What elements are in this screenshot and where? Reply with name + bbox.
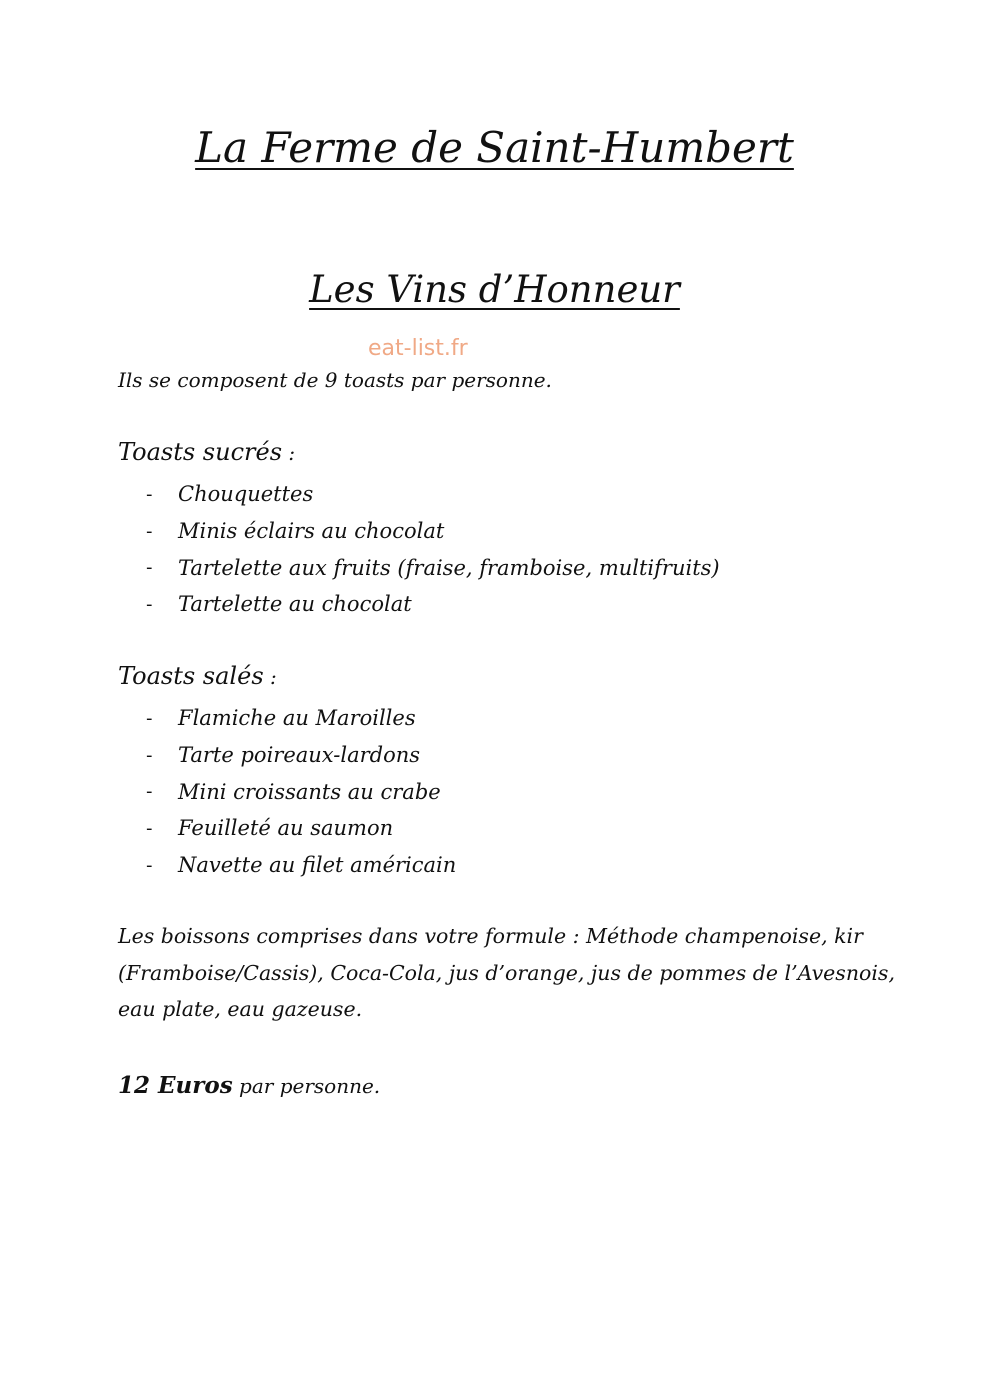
savory-toasts-list <box>146 700 456 883</box>
list-item <box>146 700 456 737</box>
list-item <box>146 549 720 586</box>
watermark: eat-list.fr <box>368 336 468 361</box>
sweet-toasts-list <box>146 476 720 623</box>
sweet-toasts-heading-colon: : <box>282 441 296 465</box>
sweet-toasts-heading <box>118 436 295 469</box>
list-item <box>146 586 720 623</box>
list-marker: - <box>146 483 153 505</box>
list-item <box>146 847 456 884</box>
section-title: Les Vins d’Honneur <box>309 268 680 311</box>
savory-toasts-heading-colon: : <box>263 665 277 689</box>
beverages-paragraph: Les boissons comprises dans votre formule : Méthode champenoise, kir (Framboise/Cassis), Coca-Cola, jus d’orange, jus de pommes de l’Avesnois, eau plate, eau gazeuse. <box>118 924 895 1021</box>
list-item-label: Navette au filet américain <box>178 853 457 878</box>
list-marker: - <box>146 593 153 615</box>
list-item-label: Chouquettes <box>178 482 314 507</box>
list-marker: - <box>146 744 153 766</box>
list-item <box>146 513 720 550</box>
price-line <box>118 1068 380 1104</box>
list-item-label: Mini croissants au crabe <box>178 779 441 804</box>
list-item-label: Tartelette aux fruits (fraise, framboise, multifruits) <box>178 555 720 580</box>
list-item-label: Tartelette au chocolat <box>178 592 412 617</box>
list-marker: - <box>146 707 153 729</box>
list-marker: - <box>146 854 153 876</box>
list-item <box>146 810 456 847</box>
intro-text: Ils se composent de 9 toasts par personne. <box>118 368 552 392</box>
list-marker: - <box>146 557 153 579</box>
list-item <box>146 737 456 774</box>
list-item <box>146 476 720 513</box>
list-item-label: Minis éclairs au chocolat <box>178 519 445 544</box>
list-item-label: Feuilleté au saumon <box>178 816 394 841</box>
list-item <box>146 773 456 810</box>
list-marker: - <box>146 520 153 542</box>
price-amount: 12 Euros <box>118 1072 233 1099</box>
price-suffix: par personne. <box>232 1074 381 1098</box>
savory-toasts-heading <box>118 660 277 693</box>
list-marker: - <box>146 817 153 839</box>
sweet-toasts-heading-label: Toasts sucrés <box>118 438 283 466</box>
list-marker: - <box>146 781 153 803</box>
list-item-label: Flamiche au Maroilles <box>178 706 416 731</box>
list-item-label: Tarte poireaux-lardons <box>178 743 421 768</box>
restaurant-title: La Ferme de Saint-Humbert <box>195 123 794 172</box>
savory-toasts-heading-label: Toasts salés <box>118 662 264 690</box>
